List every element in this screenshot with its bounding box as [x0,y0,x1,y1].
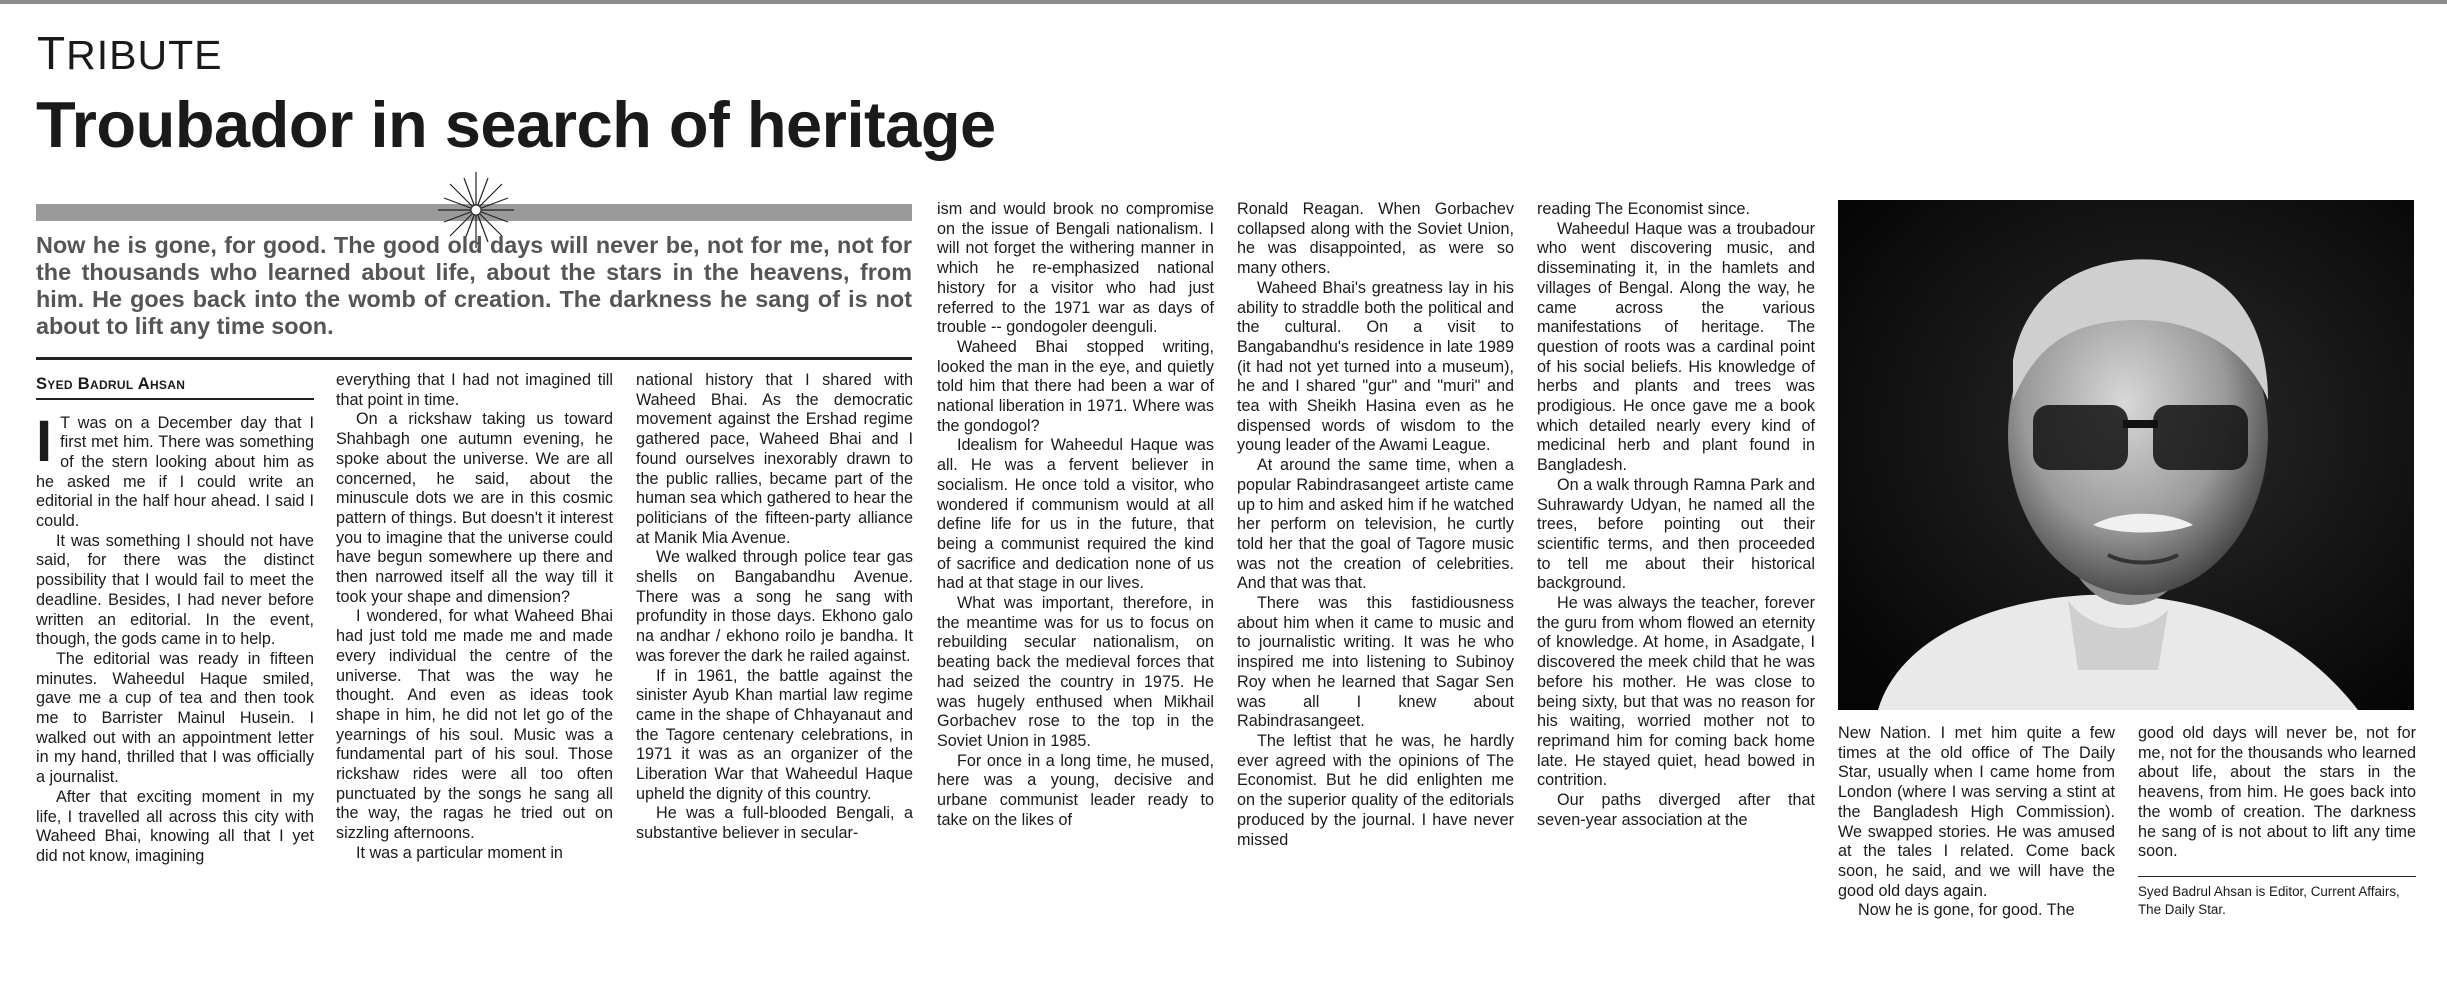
paragraph: It was a particular moment in [356,843,563,862]
drop-cap: I [36,408,53,474]
column-5 [1237,200,1514,850]
paragraph: What was important, therefore, in the meantime was for us to focus on rebuilding secular nationalism, on beating back the medieval forces that had seized the country in 1975. He was hugely enthused when Mikhail Gorbachev rose to the top in the Soviet Union in 1985. [937,594,1214,750]
column-3 [636,371,913,844]
paragraph: Ronald Reagan. When Gorbachev collapsed along with the Soviet Union, he was disappointed, as were so many others. [1237,200,1514,278]
column-2 [336,371,613,864]
paragraph: Our paths diverged after that seven-year association at the [1537,791,1815,829]
kicker-rest: RIBUTE [66,32,223,78]
column-7 [1838,724,2115,921]
portrait-photo [1838,200,2414,710]
paragraph: ism and would brook no compromise on the issue of Bengali nationalism. I will not forget the withering manner in which he re-emphasized national history for a visitor who had just referred to the 1971 war as days of trouble -- gondogoler deenguli. [937,200,1214,337]
paragraph: It was something I should not have said, for there was the distinct possibility that I would fail to meet the deadline. Besides, I had never before written an editorial. In the event, though, the gods came in to help. [36,531,314,649]
paragraph: reading The Economist since. [1537,200,1750,218]
byline: Syed Badrul Ahsan [36,375,186,393]
paragraph: New Nation. I met him quite a few times at the old office of The Daily Star, usually when I came home from London (where I was serving a stint at the Bangladesh High Commission). We swapped stories. He was amused at the tales I related. Come back soon, he said, and we will have the good old days again. [1838,724,2115,900]
paragraph: Waheed Bhai's greatness lay in his ability to straddle both the political and the cultural. On a visit to Bangabandhu's residence in late 1989 (it had not yet turned into a museum), he and I shared "gur" and "muri" and tea with Sheikh Hasina even as he dispensed words of wisdom to the young leader of the Awami League. [1237,278,1514,455]
paragraph: Waheed Bhai stopped writing, looked the man in the eye, and quietly told him that there had been a war of national liberation in 1971. Where was the gondogol? [937,337,1214,435]
paragraph: He was always the teacher, forever the guru from whom flowed an eternity of knowledge. At home, in Asadgate, I discovered the meek child that he was before his mother. He was close to being sixty, but that was no reason for his waiting, worried mother not to reprimand him for coming back home late. He stayed quiet, head bowed in contrition. [1537,594,1815,790]
author-note: Syed Badrul Ahsan is Editor, Current Affairs, The Daily Star. [2138,884,2400,918]
paragraph: Now he is gone, for good. The [1858,901,2075,920]
paragraph: good old days will never be, not for me, not for the thousands who learned about life, about the stars in the heavens, from him. He goes back into the womb of creation. The darkness he sang of is not about to lift any time soon. [2138,724,2416,861]
column-1 [36,374,314,867]
paragraph: national history that I shared with Waheed Bhai. As the democratic movement against the Ershad regime gathered pace, Waheed Bhai and I found ourselves inexorably drawn to the public rallies, became part of the human sea which gathered to hear the politicians of the fifteen-party alliance at Manik Mia Avenue. [636,371,913,547]
deck-rule [36,357,912,360]
paragraph: Idealism for Waheedul Haque was all. He was a fervent believer in socialism. He once told a visitor, who wondered if communism would at all define life for us in the future, that being a communist required the kind of sacrifice and dedication none of us had at that stage in our lives. [937,436,1214,593]
paragraph: I wondered, for what Waheed Bhai had just told me made me and made every individual the centre of the universe. That was the way he thought. And even as ideas took shape in him, he did not let go of the yearnings of his soul. Music was a fundamental part of his soul. Those rickshaw rides were all too often punctuated by the songs he sang all the way, the ragas he tried out on sizzling afternoons. [336,607,613,843]
paragraph: everything that I had not imagined till that point in time. [336,371,613,409]
section-kicker [37,27,223,79]
note-rule [2138,876,2416,878]
column-4 [937,200,1214,831]
paragraph: Waheedul Haque was a troubadour who went discovering music, and disseminating it, in the hamlets and villages of Bengal. Along the way, he came across the various manifestations of heritage. The question of roots was a cardinal point of his social beliefs. His knowledge of herbs and plants and trees was prodigious. He once gave me a book which detailed nearly every kind of medicinal herb and plant found in Bangladesh. [1537,219,1815,475]
paragraph: On a rickshaw taking us toward Shahbagh one autumn evening, he spoke about the universe. We are all concerned, he said, about the minuscule dots we are in this cosmic pattern of things. But doesn't it interest you to imagine that the universe could have begun somewhere up there and then narrowed itself all the way till it took your shape and dimension? [336,410,613,606]
paragraph: If in 1961, the battle against the sinister Ayub Khan martial law regime came in the shape of Chhayanaut and the Tagore centenary celebrations, in 1971 it was as an organizer of the Liberation War that Waheedul Haque upheld the dignity of this country. [636,666,913,803]
paragraph: We walked through police tear gas shells on Bangabandhu Avenue. There was a song he sang with profundity in those days. Ekhono galo na andhar / ekhono roilo je bandha. It was forever the dark he railed against. [636,548,913,665]
byline-rule [36,398,314,400]
column-8 [2138,724,2416,919]
paragraph: The leftist that he was, he hardly ever agreed with the opinions of The Economist. But he did enlighten me on the superior quality of the editorials produced by the journal. I have never missed [1237,731,1514,849]
paragraph: On a walk through Ramna Park and Suhrawardy Udyan, he named all the trees, before pointing out their scientific terms, and then proceeded to tell me about their historical background. [1537,475,1815,593]
top-rule [0,0,2447,4]
paragraph: After that exciting moment in my life, I travelled all across this city with Waheed Bhai, knowing all that I yet did not know, imagining [36,787,314,865]
headline: Troubador in search of heritage [36,88,996,161]
column-6 [1537,200,1815,831]
paragraph: At around the same time, when a popular Rabindrasangeet artiste came up to him and asked him if he watched her perform on television, he curtly told her that the goal of Tagore music was not the creation of celebrities. And that was that. [1237,456,1514,593]
paragraph: There was this fastidiousness about him when it came to music and to journalistic writing. It was he who inspired me into listening to Subinoy Roy when he learned that Sagar Sen was all I knew about Rabindrasangeet. [1237,594,1514,731]
paragraph: The editorial was ready in fifteen minutes. Waheedul Haque smiled, gave me a cup of tea and then took me to Barrister Mainul Husein. I walked out with an appointment letter in my hand, thrilled that I was officially a journalist. [36,649,314,787]
deck-summary: Now he is gone, for good. The good old days will never be, not for me, not for the thousands who learned about life, about the stars in the heavens, from him. He goes back into the womb of creation. The darkness he sang of is not about to lift any time soon. [36,232,912,339]
paragraph: He was a full-blooded Bengali, a substantive believer in secular- [636,804,913,843]
paragraph: I T was on a December day that I first met him. There was something of the stern looking about him as he asked me if I could write an editorial in the half hour ahead. I said I could. [36,408,314,531]
kicker-initial: T [37,27,67,79]
paragraph: For once in a long time, he mused, here was a young, decisive and urbane communist leader ready to take on the likes of [937,751,1214,829]
